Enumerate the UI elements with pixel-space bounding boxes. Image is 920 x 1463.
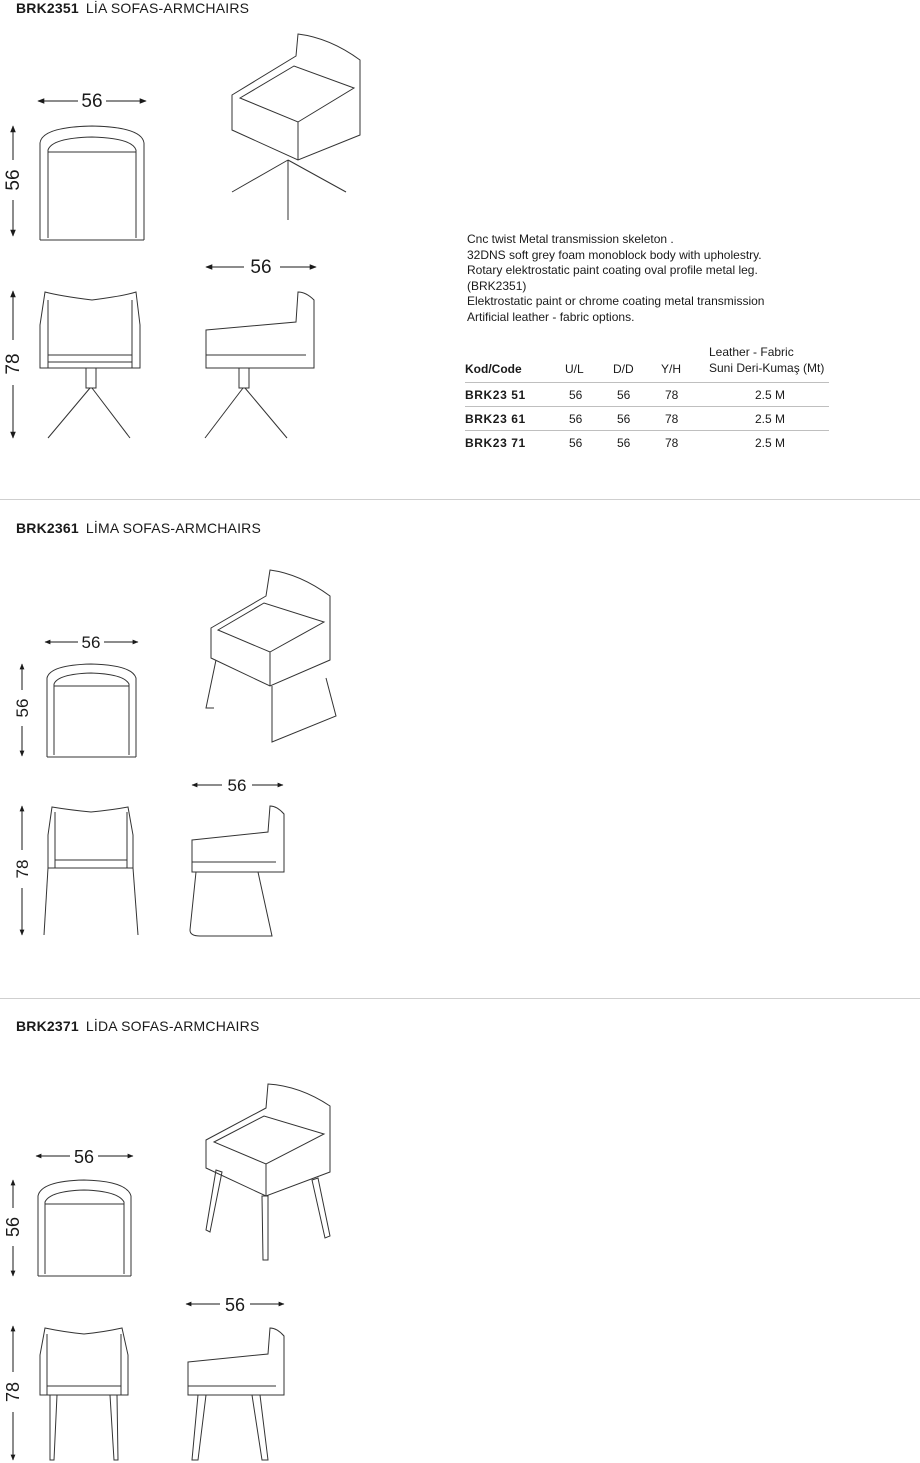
spec-table-header: [465, 344, 829, 383]
cell-code: BRK23 51: [465, 383, 565, 407]
cell-ul: 56: [569, 436, 583, 450]
header-yh: Y/H: [661, 344, 709, 383]
header-lf-line1: Leather - Fabric: [709, 345, 794, 359]
header-code: Kod/Code: [465, 344, 565, 383]
front-height-label: 78: [3, 353, 24, 375]
cell-mt: 2.5 M: [755, 436, 786, 450]
top-depth-label: 56: [3, 169, 24, 191]
description-line: Rotary elektrostatic paint coating oval profile metal leg.: [467, 263, 758, 278]
cell-mt: 2.5 M: [709, 383, 829, 407]
perspective-drawing: [206, 570, 336, 742]
cell-code: BRK23 71: [465, 436, 526, 450]
product-code: BRK2371: [16, 1018, 79, 1034]
side-view-drawing: [205, 292, 314, 438]
product-description: [467, 232, 764, 326]
table-row: [465, 383, 829, 407]
side-view-drawing: [190, 806, 284, 936]
front-view-drawing: [44, 807, 138, 935]
cell-yh: 78: [661, 383, 709, 407]
product-name: LİMA SOFAS-ARMCHAIRS: [85, 520, 262, 536]
header-dd: D/D: [613, 344, 661, 383]
cell-yh: 78: [665, 436, 679, 450]
spec-table: [465, 344, 829, 454]
table-row: [465, 407, 829, 431]
product-name: LİDA SOFAS-ARMCHAIRS: [85, 1018, 260, 1034]
side-view-drawing: [188, 1328, 284, 1460]
top-view-drawing: [38, 1180, 131, 1276]
top-width-label: 56: [73, 1147, 95, 1167]
description-line: Elektrostatic paint or chrome coating metal transmission: [467, 294, 765, 309]
top-width-label: 56: [81, 91, 103, 112]
cell-dd: 56: [613, 407, 661, 431]
top-view-drawing: [40, 126, 144, 240]
header-lf-line2: Suni Deri-Kumaş (Mt): [709, 361, 825, 375]
description-line: (BRK2351): [467, 278, 527, 293]
cell-dd: 56: [617, 436, 631, 450]
perspective-drawing: [232, 34, 360, 220]
section-2-drawings: [0, 500, 920, 960]
cell-code: BRK23 61: [465, 407, 565, 431]
table-row: [465, 431, 829, 455]
top-view-drawing: [47, 664, 136, 757]
header-leather-fabric: [709, 344, 829, 383]
side-width-label: 56: [224, 1295, 246, 1315]
cell-ul: 56: [565, 407, 613, 431]
header-ul: U/L: [565, 344, 613, 383]
cell-ul: 56: [565, 383, 613, 407]
front-height-label: 78: [13, 859, 32, 879]
perspective-drawing: [206, 1084, 330, 1260]
top-depth-label: 56: [13, 698, 32, 718]
product-code: BRK2351: [16, 0, 79, 16]
cell-dd: 56: [613, 383, 661, 407]
cell-yh: 78: [661, 407, 709, 431]
top-depth-label: 56: [3, 1216, 23, 1238]
side-width-label: 56: [250, 257, 272, 278]
side-width-label: 56: [227, 776, 247, 795]
description-line: Artificial leather - fabric options.: [467, 309, 635, 324]
front-view-drawing: [40, 1328, 128, 1460]
description-line: 32DNS soft grey foam monoblock body with upholestry.: [467, 247, 762, 262]
front-height-label: 78: [3, 1381, 23, 1403]
section-divider: [0, 998, 920, 999]
section-3-drawings: [0, 1000, 920, 1463]
description-line: Cnc twist Metal transmission skeleton .: [467, 232, 674, 246]
front-view-drawing: [40, 292, 140, 438]
cell-mt: 2.5 M: [709, 407, 829, 431]
product-name: LİA SOFAS-ARMCHAIRS: [85, 0, 250, 16]
product-code: BRK2361: [16, 520, 79, 536]
top-width-label: 56: [81, 633, 101, 652]
